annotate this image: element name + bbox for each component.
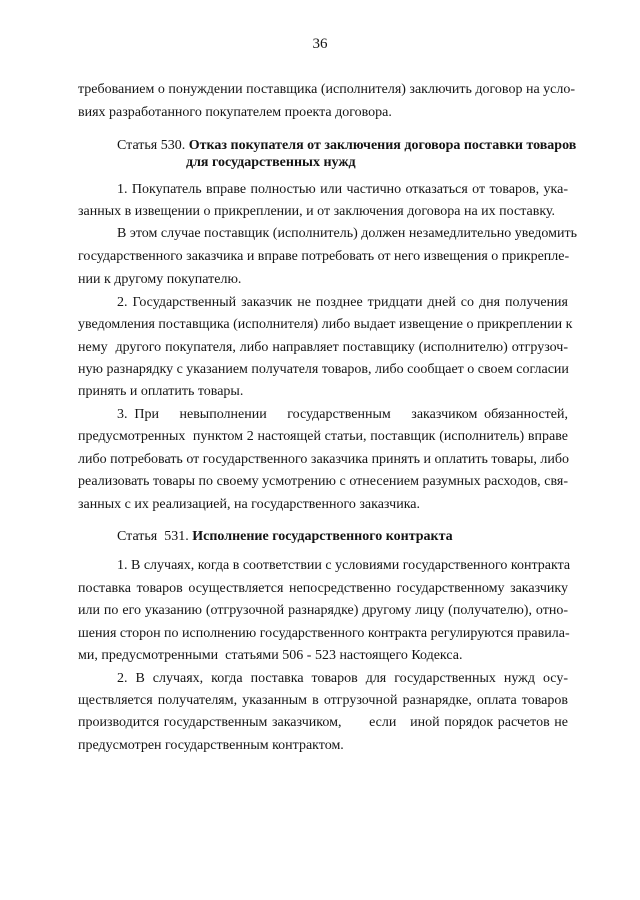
paragraph-line: или по его указанию (отгрузочной разнарядке) другому лицу (получателю), отно- bbox=[78, 603, 568, 618]
paragraph-line: государственного заказчика и вправе потребовать от него извещения о прикрепле- bbox=[78, 249, 570, 264]
paragraph-line: предусмотрен государственным контрактом. bbox=[78, 738, 344, 753]
article-531-label: Статья 531. bbox=[117, 529, 189, 544]
intro-line: требованием о понуждении поставщика (исполнителя) заключить договор на усло- bbox=[78, 82, 576, 97]
paragraph-line: 2. В случаях, когда поставка товаров для государственных нужд осу- bbox=[117, 671, 568, 686]
paragraph-line: принять и оплатить товары. bbox=[78, 384, 244, 399]
paragraph-line: ную разнарядку с указанием получателя товаров, либо сообщает о своем согласии bbox=[78, 362, 569, 377]
article-531-heading bbox=[117, 528, 453, 546]
paragraph-line: нему другого покупателя, либо направляет поставщику (исполнителю) отгрузоч- bbox=[78, 340, 568, 355]
intro-line: виях разработанного покупателем проекта договора. bbox=[78, 105, 392, 120]
paragraph-line: В этом случае поставщик (исполнитель) должен незамедлительно уведомить bbox=[117, 226, 577, 241]
paragraph-line: 1. В случаях, когда в соответствии с условиями государственного контракта bbox=[117, 558, 571, 573]
page-number: 36 bbox=[312, 36, 328, 52]
paragraph-line: 2. Государственный заказчик не позднее тридцати дней со дня получения bbox=[117, 295, 568, 310]
paragraph-line: реализовать товары по своему усмотрению с отнесением разумных расходов, свя- bbox=[78, 474, 568, 489]
paragraph-line: либо потребовать от государственного заказчика принять и оплатить товары, либо bbox=[78, 452, 569, 467]
paragraph-line: занных в извещении о прикреплении, и от заключения договора на их поставку. bbox=[78, 204, 556, 219]
paragraph-line: шения сторон по исполнению государственного контракта регулируются правила- bbox=[78, 626, 570, 641]
article-530-heading bbox=[117, 137, 576, 155]
article-530-heading-cont bbox=[186, 154, 356, 172]
article-530-label: Статья 530. bbox=[117, 138, 186, 153]
paragraph-line: производится государственным заказчиком, если иной порядок расчетов не bbox=[78, 715, 568, 730]
paragraph-line: нии к другому покупателю. bbox=[78, 272, 242, 287]
paragraph-line: поставка товаров осуществляется непосредственно государственному заказчику bbox=[78, 581, 568, 596]
paragraph-line: предусмотренных пунктом 2 настоящей статьи, поставщик (исполнитель) вправе bbox=[78, 429, 568, 444]
paragraph-line: ществляется получателям, указанным в отгрузочной разнарядке, оплата товаров bbox=[78, 693, 568, 708]
paragraph-line: ми, предусмотренными статьями 506 - 523 настоящего Кодекса. bbox=[78, 648, 463, 663]
paragraph-line: 3. При невыполнении государственным заказчиком обязанностей, bbox=[117, 407, 568, 422]
paragraph-line: уведомления поставщика (исполнителя) либо выдает извещение о прикреплении к bbox=[78, 317, 573, 332]
article-530-title-line2: для государственных нужд bbox=[186, 155, 356, 170]
article-530-title-line1: Отказ покупателя от заключения договора поставки товаров bbox=[188, 138, 577, 153]
paragraph-line: 1. Покупатель вправе полностью или частично отказаться от товаров, ука- bbox=[117, 182, 568, 197]
paragraph-line: занных с их реализацией, на государственного заказчика. bbox=[78, 497, 420, 512]
article-531-title: Исполнение государственного контракта bbox=[192, 529, 453, 544]
